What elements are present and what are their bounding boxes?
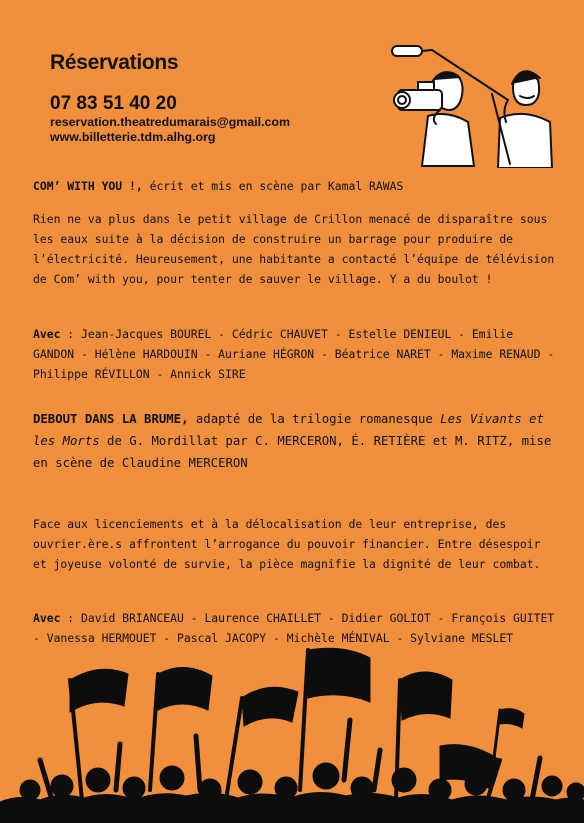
show2-book-title: Les Vivants et les Morts [33, 412, 544, 448]
show1-synopsis-text: Rien ne va plus dans le petit village de Crillon menacé de disparaître sous les eaux suite à la décision de construire un barrage pour produire de l’électricité. Heureusement, une habitante a contacté l’équipe de télévision de Com’ with you, pour tenter de sauver le village. Y a du boulot ! [33, 212, 555, 286]
reservations-title: Réservations [50, 51, 179, 74]
reservations-block [50, 50, 370, 145]
show2-title: DEBOUT DANS LA BRUME, [33, 412, 189, 426]
show2-credit-a: adapté de la trilogie romanesque [188, 412, 441, 426]
camera-crew-illustration-icon [388, 38, 558, 168]
website-link[interactable]: www.billetterie.tdm.alhg.org [50, 130, 216, 144]
show2-credit-b: de G. Mordillat par C. MERCERON, É. RETIÈRE et M. RITZ, mise en scène de Claudine MERCERON [33, 434, 552, 470]
show1-cast [33, 324, 559, 384]
show2-cast-list: : David BRIANCEAU - Laurence CHAILLET - Didier GOLIOT - François GUITET - Vanessa HERMOUET - Pascal JACOPY - Michèle MÉNIVAL - Sylviane MESLET [33, 611, 555, 645]
show1-cast-list: : Jean-Jacques BOUREL - Cédric CHAUVET - Estelle DENIEUL - Emilie GANDON - Hélène HARDOUIN - Auriane HÉGRON - Béatrice NARET - Maxime RENAUD - Philippe RÉVILLON - Annick SIRE [33, 327, 555, 381]
protest-crowd-silhouette-icon [0, 640, 584, 823]
phone-number[interactable]: 07 83 51 40 20 [50, 93, 177, 114]
show2-cast-label: Avec [33, 611, 61, 625]
show1-synopsis [33, 209, 559, 289]
show1-title: COM’ WITH YOU !, [33, 179, 143, 193]
show1-cast-label: Avec [33, 327, 61, 341]
show1-credit: écrit et mis en scène par Kamal RAWAS [142, 179, 404, 193]
show2-synopsis-text: Face aux licenciements et à la délocalisation de leur entreprise, des ouvrier.ère.s affrontent l’arrogance du pouvoir financier. Entre désespoir et joyeuse volonté de survie, la pièce magnifie la dignité de leur combat. [33, 517, 541, 571]
show2-heading [33, 408, 559, 474]
email-address[interactable]: reservation.theatredumarais@gmail.com [50, 115, 291, 129]
show1-heading [33, 176, 559, 196]
show2-synopsis [33, 514, 559, 574]
